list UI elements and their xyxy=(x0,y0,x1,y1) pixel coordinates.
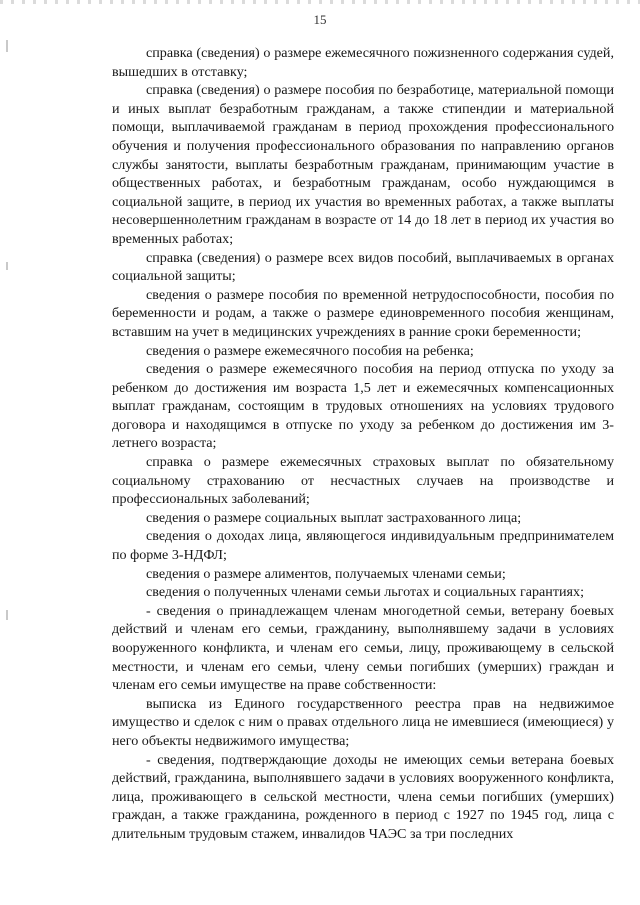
paragraph: справка (сведения) о размере ежемесячного пожизненного содержания судей, вышедших в отставку; xyxy=(112,45,614,80)
page-number: 15 xyxy=(313,12,327,27)
paragraph: сведения о размере пособия по временной нетрудоспособности, пособия по беременности и родам, а также о размере единовременного пособия женщинам, вставшим на учет в медицинских учреждениях в ранние сроки беременности; xyxy=(112,286,614,340)
paragraph: справка о размере ежемесячных страховых выплат по обязательному социальному страхованию от несчастных случаев на производстве и профессиональных заболеваний; xyxy=(112,454,614,508)
paragraph: сведения о размере ежемесячного пособия на период отпуска по уходу за ребенком до достижения им возраста 1,5 лет и ежемесячных компенсационных выплат гражданам, состоящим в трудовых отношениях на условиях трудового договора и находящимся в отпуске по уходу за ребенком до достижения им 3-летнего возраста; xyxy=(112,361,614,452)
scan-margin-mark xyxy=(6,40,8,52)
paragraph: сведения о размере алиментов, получаемых членами семьи; xyxy=(146,565,506,582)
scan-margin-mark xyxy=(6,610,8,620)
paragraph: справка (сведения) о размере всех видов пособий, выплачиваемых в органах социальной защиты; xyxy=(112,249,614,285)
paragraph: сведения о доходах лица, являющегося индивидуальным предпринимателем по форме 3-НДФЛ; xyxy=(112,528,614,564)
paragraph: сведения о размере ежемесячного пособия на ребенка; xyxy=(146,342,474,359)
paragraph: сведения о размере социальных выплат застрахованного лица; xyxy=(146,509,522,526)
paragraph: - сведения, подтверждающие доходы не имеющих семьи ветерана боевых действий, гражданина, выполнявшего задачи в условиях вооруженного конфликта, лица, проживающего в сельской местности, члена семьи погибших (умерших) граждан, а также гражданина, рожденного в период с 1927 по 1945 год, лица с длительным трудовым стажем, инвалидов ЧАЭС за три последних xyxy=(112,751,614,842)
scan-edge-artifact xyxy=(0,0,640,4)
scan-margin-mark xyxy=(6,262,8,270)
paragraph: - сведения о принадлежащем членам многодетной семьи, ветерану боевых действий и членам его семьи, гражданину, выполнявшему задачи в условиях вооруженного конфликта, и членам его семьи, лицу, проживающему в сельской местности, и членам его семьи, члену семьи погибших (умерших) граждан и членам его семьи имуществе на праве собственности: xyxy=(112,602,614,694)
paragraph: выписка из Единого государственного реестра прав на недвижимое имущество и сделок с ним о правах отдельного лица не имевшиеся (имеющиеся) у него объекты недвижимого имущества; xyxy=(112,695,614,749)
paragraph: справка (сведения) о размере пособия по безработице, материальной помощи и иных выплат безработным гражданам, а также стипендии и материальной помощи, выплачиваемой гражданам в период прохождения профессионального обучения и получения профессионального образования по направлению органов службы занятости, выплаты безработным гражданам, принимающим участие в общественных работах, и безработным гражданам, особо нуждающимся в социальной защите, в период их участия во временных работах, а также выплаты несовершеннолетним гражданам в возрасте от 14 до 18 лет в период их участия во временных работах; xyxy=(112,82,614,247)
document-body xyxy=(112,44,614,844)
paragraph: сведения о полученных членами семьи льготах и социальных гарантиях; xyxy=(146,584,585,601)
